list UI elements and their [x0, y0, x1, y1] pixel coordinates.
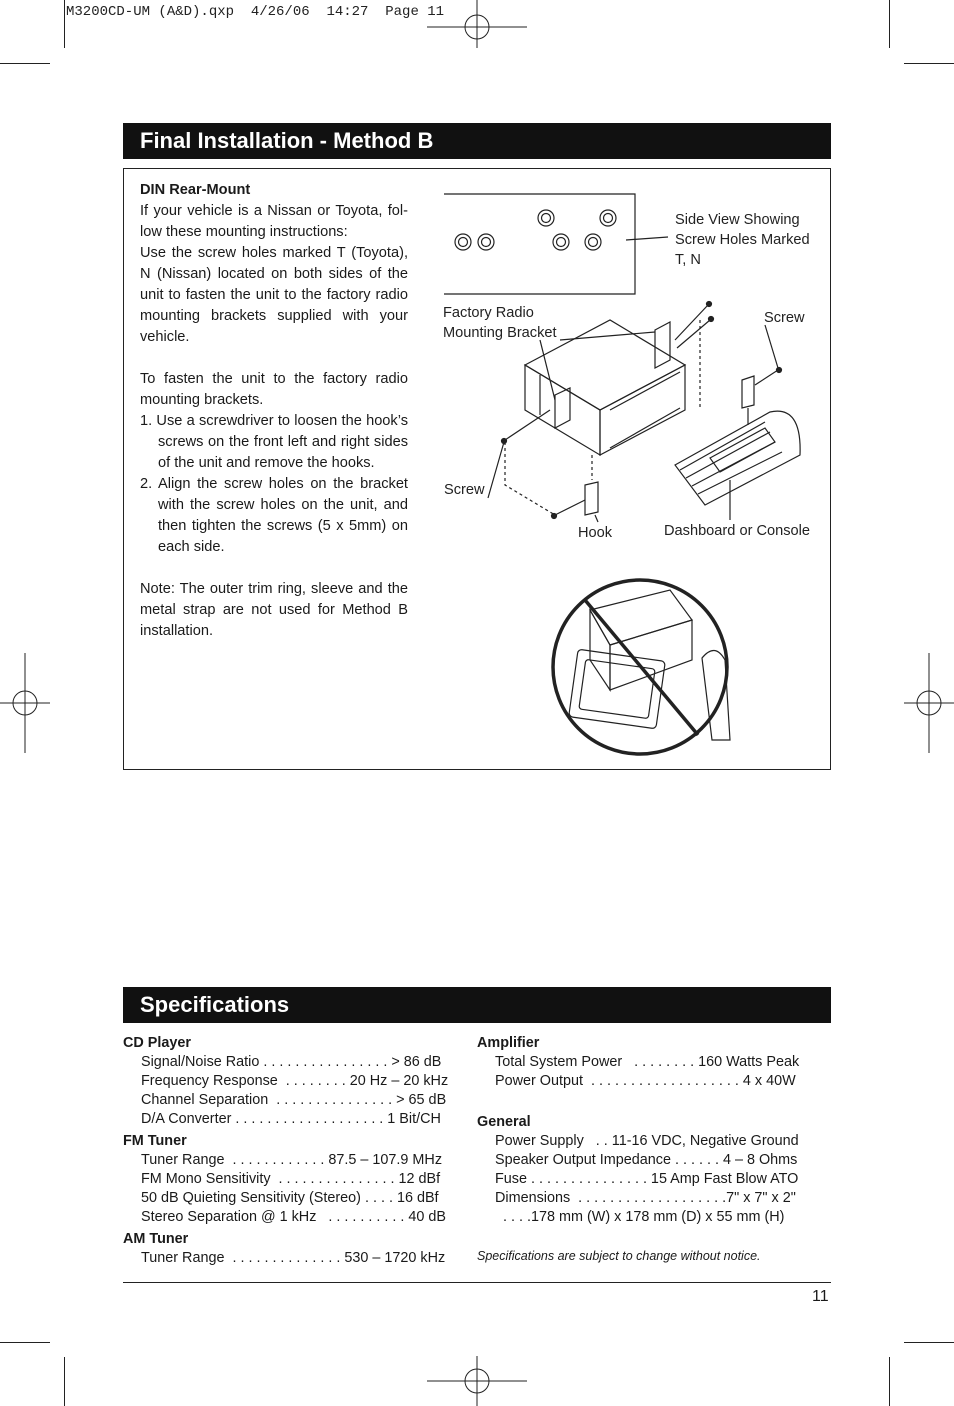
fm-tuner-heading: FM Tuner [123, 1133, 187, 1149]
spec-row: D/A Converter . . . . . . . . . . . . . . . . . . . 1 Bit/CH [141, 1111, 441, 1127]
specs-disclaimer: Specifications are subject to change without notice. [477, 1249, 761, 1263]
intro-text: If your vehicle is a Nissan or Toyota, fol-low these mounting instructions: [140, 203, 408, 240]
footer-rule [123, 1282, 831, 1283]
spec-row: Channel Separation . . . . . . . . . . . . . . . > 65 dB [141, 1092, 447, 1108]
spec-row: 50 dB Quieting Sensitivity (Stereo) . . . . 16 dBf [141, 1190, 439, 1206]
spec-row: Fuse . . . . . . . . . . . . . . . 15 Amp Fast Blow ATO [495, 1171, 799, 1187]
spec-row: Speaker Output Impedance . . . . . . 4 – 8 Ohms [495, 1152, 798, 1168]
spec-row: FM Mono Sensitivity . . . . . . . . . . . . . . . 12 dBf [141, 1171, 441, 1187]
label-side-view: Side View Showing Screw Holes Marked T, N [675, 212, 810, 268]
print-slug: M3200CD-UM (A&D).qxp 4/26/06 14:27 Page 11 [66, 4, 445, 20]
step-1: 1. Use a screwdriver to loosen the hook’s screws on the front left and right sides of the unit and remove the hooks. [140, 413, 408, 471]
amplifier-heading: Amplifier [477, 1035, 540, 1051]
method-note: Note: The outer trim ring, sleeve and the metal strap are not used for Method B installation. [140, 581, 408, 639]
section-title-specifications: Specifications [123, 987, 831, 1023]
am-tuner-heading: AM Tuner [123, 1231, 189, 1247]
section-title-final-installation: Final Installation - Method B [123, 123, 831, 159]
specs-left-column [123, 1031, 463, 1268]
specs-right-column [477, 1031, 817, 1266]
spec-row: Frequency Response . . . . . . . . 20 Hz – 20 kHz [141, 1073, 449, 1089]
general-heading: General [477, 1114, 531, 1130]
spec-row: Tuner Range . . . . . . . . . . . . 87.5 – 107.9 MHz [141, 1152, 443, 1168]
spec-row: Power Output . . . . . . . . . . . . . . . . . . . 4 x 40W [495, 1073, 796, 1089]
fasten-paragraph: To fasten the unit to the factory radio mounting brackets. [140, 371, 408, 408]
steps-list [140, 411, 408, 558]
spec-row: Tuner Range . . . . . . . . . . . . . . 530 – 1720 kHz [141, 1250, 446, 1266]
label-hook: Hook [578, 525, 613, 541]
page-number: 11 [812, 1288, 829, 1305]
not-used-parts-illustration [553, 580, 730, 754]
label-screw-left: Screw [444, 482, 485, 498]
screw-hole-icons [455, 210, 616, 250]
spec-row: Signal/Noise Ratio . . . . . . . . . . . . . . . . > 86 dB [141, 1054, 442, 1070]
screw-holes-paragraph: Use the screw holes marked T (Toyota), N (Nissan) located on both sides of the unit to fasten the unit to the factory radio mounting brackets supplied with your vehicle. [140, 245, 408, 345]
installation-instructions [140, 180, 408, 642]
spec-row: Power Supply . . 11-16 VDC, Negative Ground [495, 1133, 799, 1149]
spec-row: Stereo Separation @ 1 kHz . . . . . . . . . . 40 dB [141, 1209, 446, 1225]
cd-player-heading: CD Player [123, 1035, 191, 1051]
label-screw-top: Screw [764, 310, 805, 326]
label-dashboard: Dashboard or Console [664, 523, 811, 539]
spec-row: Total System Power . . . . . . . . 160 Watts Peak [495, 1054, 800, 1070]
label-factory-bracket: Factory Radio Mounting Bracket [443, 305, 557, 341]
din-rear-mount-heading: DIN Rear-Mount [140, 182, 251, 198]
spec-row: Dimensions . . . . . . . . . . . . . . . . . . .7" x 7" x 2" [495, 1190, 796, 1206]
step-2: 2. Align the screw holes on the bracket with the screw holes on the unit, and then tighten the screws (5 x 5mm) on each side. [140, 476, 408, 555]
spec-row: . . . .178 mm (W) x 178 mm (D) x 55 mm (H) [495, 1209, 785, 1225]
